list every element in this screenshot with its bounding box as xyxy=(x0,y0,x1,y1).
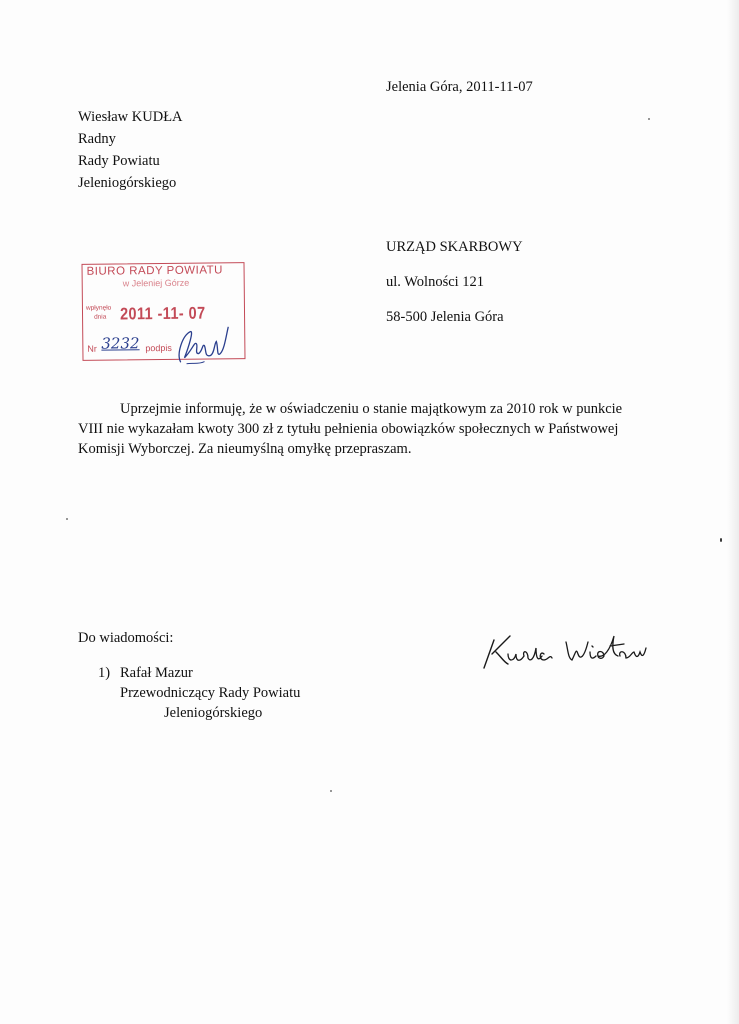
sender-council: Rady Powiatu xyxy=(78,153,160,169)
sender-name: Wiesław KUDŁA xyxy=(78,109,183,125)
recipient-city: 58-500 Jelenia Góra xyxy=(386,309,504,325)
cc-item-title-county: Jeleniogórskiego xyxy=(164,705,263,721)
letter-body xyxy=(78,399,643,459)
stamp-subtitle: w Jeleniej Górze xyxy=(122,277,190,289)
cc-heading: Do wiadomości: xyxy=(78,630,174,646)
sender-block xyxy=(78,106,183,194)
scan-edge-shadow xyxy=(727,0,739,1024)
recipient-street: ul. Wolności 121 xyxy=(386,274,485,290)
recipient-name: URZĄD SKARBOWY xyxy=(386,239,523,255)
scan-speck xyxy=(330,790,332,792)
scan-speck xyxy=(720,538,722,542)
stamp-sign-label: podpis xyxy=(145,342,172,354)
stamp-title: BIURO RADY POWIATU xyxy=(86,264,224,278)
letter-body-line-2: VIII nie wykazałam kwoty 300 zł z tytułu pełnienia obowiązków społecznych w Państwowej xyxy=(78,421,619,437)
stamp-received-date: 2011 -11- 07 xyxy=(119,303,206,324)
cc-item-title: Przewodniczący Rady Powiatu xyxy=(120,685,301,701)
received-stamp xyxy=(81,262,245,361)
stamp-received-label: wpłynęło xyxy=(85,304,112,312)
cc-item-name: Rafał Mazur xyxy=(120,665,193,681)
place-and-date: Jelenia Góra, 2011-11-07 xyxy=(386,79,533,95)
scan-speck xyxy=(66,518,68,520)
letter-body-line-3: Komisji Wyborczej. Za nieumyślną omyłkę przepraszam. xyxy=(78,441,412,457)
sender-county: Jeleniogórskiego xyxy=(78,175,177,191)
cc-item-number: 1) xyxy=(98,665,111,681)
stamp-initials-signature xyxy=(174,323,232,366)
letter-body-line-1: Uprzejmie informuję, że w oświadczeniu o stanie majątkowym za 2010 rok w punkcie xyxy=(120,401,623,417)
stamp-date-label: dnia xyxy=(94,313,107,321)
stamp-nr-value: 3232 xyxy=(101,334,140,353)
handwritten-signature xyxy=(478,628,648,672)
scan-speck xyxy=(648,118,650,120)
recipient-block xyxy=(386,236,523,328)
sender-role: Radny xyxy=(78,131,116,147)
stamp-nr-label: Nr xyxy=(87,343,97,354)
cc-list-item xyxy=(98,663,300,723)
